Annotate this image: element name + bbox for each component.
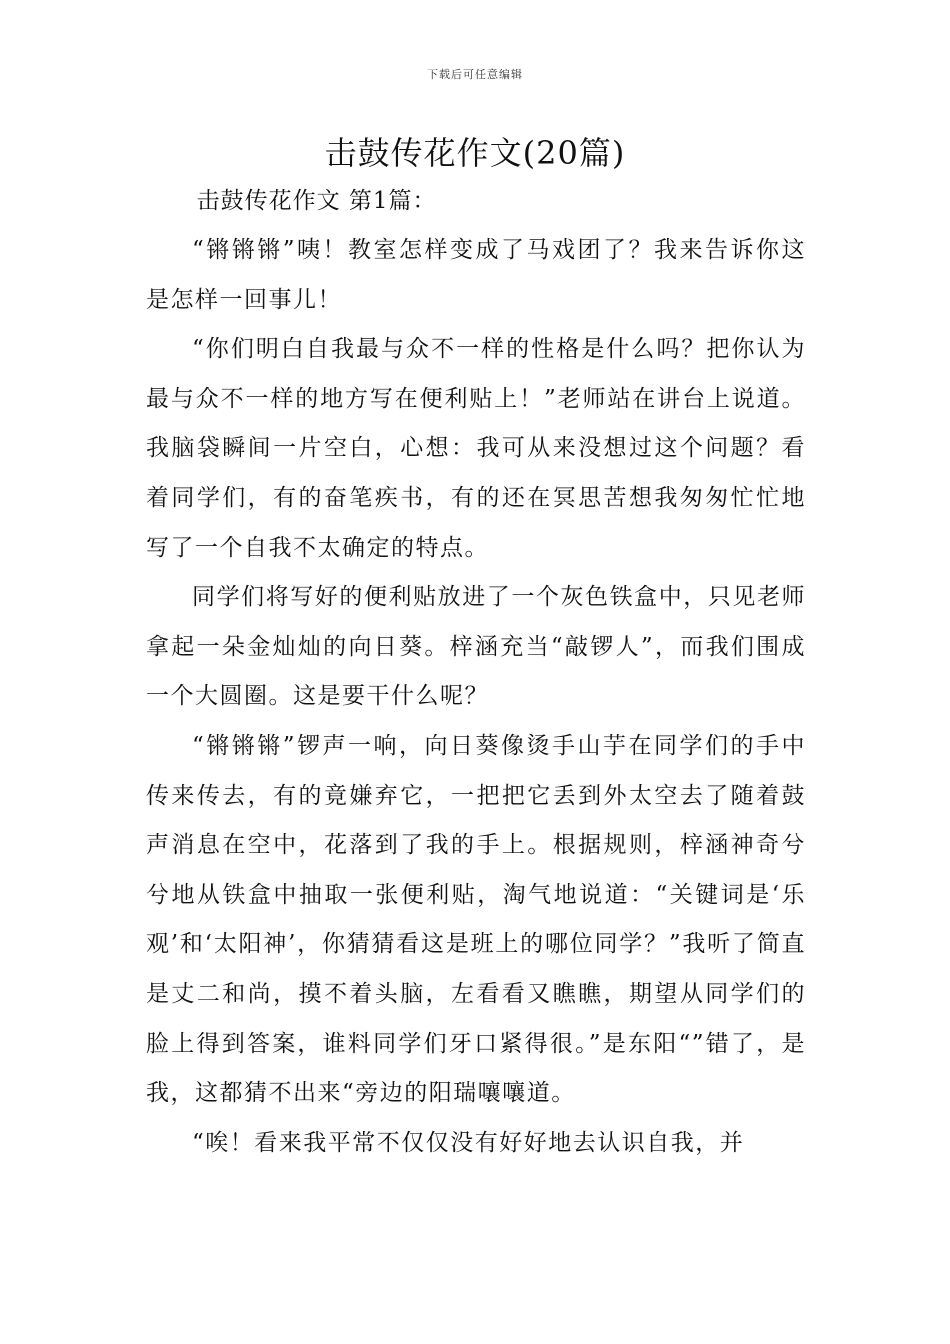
document-body [146,178,806,1168]
section-heading: 击鼓传花作文 第1篇： [196,188,437,214]
document-title: 击鼓传花作文(20篇) [324,134,626,172]
paragraph-3: 同学们将写好的便利贴放进了一个灰色铁盒中，只见老师拿起一朵金灿灿的向日葵。梓涵充当“敲锣人”，而我们围成一个大圆圈。这是要干什么呢？ [146,584,806,710]
paragraph-4: “锵锵锵”锣声一响，向日葵像烫手山芋在同学们的手中传来传去，有的竟嫌弃它，一把把它丢到外太空去了随着鼓声消息在空中，花落到了我的手上。根据规则，梓涵神奇兮兮地从铁盒中抽取一张便利贴，淘气地说道：“关键词是‘乐观’和‘太阳神’，你猜猜看这是班上的哪位同学？”我听了简直是丈二和尚，摸不着头脑，左看看又瞧瞧，期望从同学们的脸上得到答案，谁料同学们牙口紧得很。”是东阳“”错了，是我，这都猜不出来“旁边的阳瑞嚷嚷道。 [146,732,806,1107]
header-note: 下载后可任意编辑 [427,68,523,81]
paragraph-1: “锵锵锵”咦！教室怎样变成了马戏团了？我来告诉你这是怎样一回事儿！ [146,237,806,313]
paragraph-5: “唉！看来我平常不仅仅没有好好地去认识自我，并 [192,1129,745,1156]
paragraph-2: “你们明白自我最与众不一样的性格是什么吗？把你认为最与众不一样的地方写在便利贴上！”老师站在讲台上说道。我脑袋瞬间一片空白，心想：我可从来没想过这个问题？看着同学们，有的奋笔疾书，有的还在冥思苦想我匆匆忙忙地写了一个自我不太确定的特点。 [146,336,806,561]
